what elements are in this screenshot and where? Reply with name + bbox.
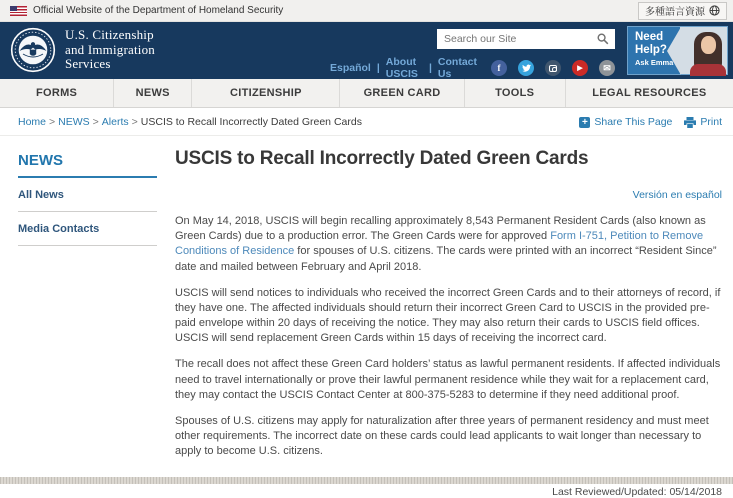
share-this-page-link[interactable] <box>579 116 672 128</box>
uscis-logo[interactable] <box>10 27 155 73</box>
paragraph-1-text: for spouses of U.S. citizens. The cards were printed with an incorrect “Resident Since” date and mailed between February and April 2018. <box>175 245 717 273</box>
espanol-link[interactable]: Español <box>330 62 371 74</box>
search-icon <box>597 33 609 45</box>
agency-name <box>65 28 155 72</box>
breadcrumb-home[interactable]: Home <box>18 116 47 128</box>
paragraph-4: Spouses of U.S. citizens may apply for naturalization after three years of permanent residency and must meet other requirements. The incorrect date on these cards could lead applicants to wait longer than necessary to apply to become U.S. citizens. <box>175 414 709 458</box>
spanish-version-row <box>175 185 722 203</box>
breadcrumb-separator: > <box>131 116 138 128</box>
paragraph-3: The recall does not affect these Green Card holders’ status as lawful permanent residents. If affected individuals need to travel internationally or prove their lawful permanent residence while they wait for a replacement card, they may contact the USCIS Contact Center at 800-375-5283 to determine if they need additional proof. <box>175 358 721 401</box>
ask-emma-widget[interactable] <box>627 26 728 75</box>
printer-icon <box>684 117 696 128</box>
globe-icon <box>709 5 720 16</box>
dhs-seal-icon <box>10 27 56 73</box>
email-icon[interactable]: ✉ <box>599 60 615 76</box>
breadcrumb-news[interactable]: NEWS <box>58 116 90 128</box>
multilingual-resources-button[interactable] <box>638 2 727 20</box>
official-site-notice <box>10 5 283 16</box>
breadcrumb-separator: > <box>49 116 56 128</box>
official-site-text: Official Website of the Department of Homeland Security <box>33 5 284 16</box>
breadcrumb-bar <box>0 108 733 136</box>
emma-shirt <box>690 64 726 76</box>
need-help-line1: Need <box>635 31 664 43</box>
twitter-icon[interactable] <box>518 60 534 76</box>
news-sidebar <box>0 136 157 246</box>
nav-news[interactable]: NEWS <box>113 79 191 107</box>
site-search <box>437 29 615 49</box>
nav-forms[interactable]: FORMS <box>35 87 78 99</box>
camera-glyph <box>549 65 557 72</box>
instagram-icon[interactable] <box>545 60 561 76</box>
about-uscis-link[interactable]: About USCIS <box>385 56 418 80</box>
chevron-left-icon <box>667 27 681 75</box>
us-flag-icon <box>10 6 27 16</box>
nav-tools[interactable]: TOOLS <box>464 79 565 107</box>
agency-name-line2: and Immigration <box>65 41 156 57</box>
print-link[interactable] <box>684 116 722 128</box>
agency-name-line3: Services <box>65 56 111 72</box>
paragraph-1-text: On May 14, 2018, USCIS will begin recalling approximately 8,543 Permanent Resident Cards (also known as Green Cards) due to a production error. The Green Cards were for approved <box>175 215 706 243</box>
contact-us-link[interactable]: Contact Us <box>437 56 477 80</box>
content-area <box>0 136 733 498</box>
twitter-bird-icon <box>522 64 531 72</box>
search-button[interactable] <box>591 29 615 49</box>
utility-links <box>330 56 615 80</box>
paragraph-1 <box>175 214 722 275</box>
multilingual-resources-label: 多種語言資源 <box>645 7 705 18</box>
share-plus-icon: + <box>579 117 590 128</box>
social-icons <box>491 60 615 76</box>
site-header <box>0 22 733 79</box>
youtube-icon[interactable]: ▶ <box>572 60 588 76</box>
form-i751-link[interactable]: Form I-751, Petition to Remove Conditions of Residence <box>175 230 704 258</box>
footer-edge-band <box>0 477 733 484</box>
emma-face <box>701 36 716 54</box>
sidebar-item-media-contacts[interactable]: Media Contacts <box>18 212 157 246</box>
agency-name-line1: U.S. Citizenship <box>65 27 154 43</box>
facebook-icon[interactable]: f <box>491 60 507 76</box>
article <box>157 136 733 498</box>
gov-top-bar <box>0 0 733 22</box>
emma-avatar <box>680 27 727 74</box>
sidebar-item-all-news[interactable]: All News <box>18 178 157 212</box>
breadcrumb-current: USCIS to Recall Incorrectly Dated Green Cards <box>140 116 362 128</box>
page-title: USCIS to Recall Incorrectly Dated Green Cards <box>175 148 589 169</box>
nav-green-card[interactable]: GREEN CARD <box>339 79 463 107</box>
breadcrumb-separator: > <box>92 116 99 128</box>
utility-separator: | <box>428 62 432 74</box>
paragraph-2: USCIS will send notices to individuals who received the incorrect Green Cards and to their attorneys of record, if they have one. The affected individuals should return their incorrect Green Card to USCIS in the provided pre-paid envelope within 20 days of receiving the notice. They may also return their cards to USCIS field offices. USCIS will send replacement Green Cards within 15 days of receiving the incorrect card. <box>175 286 721 345</box>
flag-canton <box>10 6 17 12</box>
breadcrumb <box>18 116 362 128</box>
utility-separator: | <box>376 62 380 74</box>
page-tools <box>579 116 722 128</box>
need-help-line2: Help? <box>635 43 667 56</box>
sidebar-title: NEWS <box>18 152 157 178</box>
print-label: Print <box>700 116 722 128</box>
spanish-version-link[interactable]: Versión en español <box>632 189 722 201</box>
nav-legal-resources[interactable]: LEGAL RESOURCES <box>565 79 733 107</box>
nav-citizenship[interactable]: CITIZENSHIP <box>191 79 339 107</box>
primary-nav <box>0 79 733 108</box>
search-input[interactable] <box>437 31 591 47</box>
share-label: Share This Page <box>594 116 673 128</box>
breadcrumb-alerts[interactable]: Alerts <box>101 116 129 128</box>
last-reviewed-text: Last Reviewed/Updated: 05/14/2018 <box>552 486 722 498</box>
ask-emma-label: Ask Emma <box>635 58 674 68</box>
